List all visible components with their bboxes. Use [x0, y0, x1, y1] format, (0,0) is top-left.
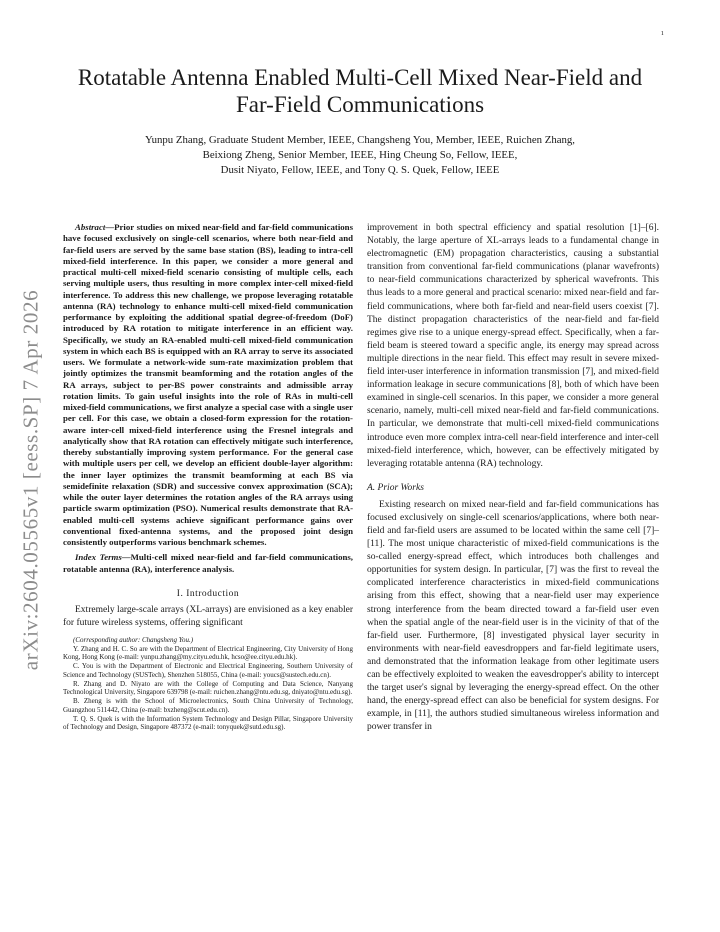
arxiv-watermark [20, 260, 42, 700]
arxiv-id-text: arXiv:2604.05565v1 [eess.SP] 7 Apr 2026 [18, 289, 43, 671]
right-column [367, 222, 659, 734]
footnote-affiliation: Y. Zhang and H. C. So are with the Department of Electrical Engineering, City University of Hong Kong, Hong Kong (e-mail: yunpu.zhang@my.cityu.edu.hk, hcso@ee.cityu.edu.hk). [63, 644, 353, 662]
abstract-lead: Abstract [75, 222, 106, 232]
abstract-text: —Prior studies on mixed near-field and far-field communications have focused exclusively on single-cell scenarios, where both near-field and far-field users are served by the same base station (BS), leading to intra-cell mixed-field interference. In this paper, we consider a more general and practical multi-cell mixed-field scenario consisting of multiple cells, each serving multiple users, thus resulting in more complex inter-cell mixed-field interference. To address this new challenge, we propose leveraging rotatable antenna (RA) technology to enhance multi-cell mixed-field communication performance by exploiting the additional spatial degree-of-freedom (DoF) introduced by RA rotation to mitigate interference in an efficient way. Specifically, we study an RA-enabled multi-cell mixed-field communication system in which each BS is equipped with an RA array to serve its associated users. We formulate a network-wide sum-rate maximization problem that jointly optimizes the transmit beamforming and the rotation angles of the RA arrays, subject to per-BS power constraints and admissible array rotation limits. To gain useful insights into the role of RAs in multi-cell mixed-field communications, we first analyze a special case with a single user per cell. For this case, we obtain a closed-form expression for the rotation-aware inter-cell mixed-field interference using the Fresnel integrals and analytically show that RA rotation can effectively mitigate such interference, thereby substantially improving system performance. For the general case with multiple users per cell, we develop an efficient double-layer algorithm: the inner layer optimizes the transmit beamforming at each BS via semidefinite relaxation (SDR) and successive convex approximation (SCA); while the outer layer determines the rotation angles of the RA arrays using particle swarm optimization (PSO). Numerical results demonstrate that RA-enabled multi-cell systems achieve significant performance gains over conventional fixed-antenna systems, and the proposed joint design consistently outperforms various benchmark schemes. [63, 222, 353, 547]
index-terms-lead: Index Terms [75, 552, 122, 563]
footnote-corresponding-author: (Corresponding author: Changsheng You.) [73, 635, 194, 644]
index-terms [63, 552, 353, 575]
paper-title: Rotatable Antenna Enabled Multi-Cell Mixed Near-Field and Far-Field Communications [77, 65, 643, 117]
page-number: 1 [660, 30, 664, 37]
footnote-affiliation: T. Q. S. Quek is with the Information System Technology and Design Pillar, Singapore University of Technology and Design, Singapore 487372 (e-mail: tonyquek@sutd.edu.sg). [63, 714, 353, 732]
introduction-heading: I. Introduction [176, 588, 240, 599]
author-line-2: Beixiong Zheng, Senior Member, IEEE, Hing Cheung So, Fellow, IEEE, [202, 149, 518, 161]
footnotes [63, 636, 353, 732]
footnote-affiliation: B. Zheng is with the School of Microelectronics, South China University of Technology, Guangzhou 511442, China (e-mail: bxzheng@scut.edu.cn). [63, 697, 353, 714]
index-terms-text: —Multi-cell mixed near-field and far-field communications, rotatable antenna (RA), interference analysis. [63, 552, 353, 574]
prior-works-heading: A. Prior Works [367, 482, 424, 493]
author-line-3: Dusit Niyato, Fellow, IEEE, and Tony Q. S. Quek, Fellow, IEEE [220, 164, 500, 176]
left-column [63, 222, 353, 732]
introduction-paragraph-continued: improvement in both spectral efficiency and spatial resolution [1]–[6]. Notably, the large aperture of XL-arrays leads to a fundamental change in electromagnetic (EM) propagation characteristics, causing a substantial transition from conventional far-field communications (planar wavefronts) to near-field communications characterized by spherical wavefronts. This thus leads to a more general and practical scenario: mixed near-field and far-field communications, where both far-field and near-field users coexist [7]. The distinct propagation characteristics of the near-field and far-field regimes give rise to a unique energy-spread effect. Specifically, when a far-field beam is steered toward a specific angle, its energy may spread across multiple directions in the near field. This effect may result in severe mixed-field inter-user interference in information transmission [7], and mixed-field information leakage in secure communications [8], both of which have been examined in single-cell scenarios. In this paper, we consider a more general scenario, namely, multi-cell mixed near-field and far-field communications. In particular, we demonstrate that multi-cell mixed-field communications introduce even more complex intra-cell near-field interference and inter-cell mixed-field interference, which, however, can be effectively mitigated by leveraging rotatable antenna (RA) technology. [367, 223, 659, 469]
footnote-affiliation: R. Zhang and D. Niyato are with the College of Computing and Data Science, Nanyang Technological University, Singapore 639798 (e-mail: ruichen.zhang@ntu.edu.sg, dniyato@ntu.edu.sg). [63, 679, 353, 697]
introduction-paragraph-start: Extremely large-scale arrays (XL-arrays) are envisioned as a key enabler for future wireless systems, offering significant [63, 604, 353, 628]
footnote-affiliation: C. You is with the Department of Electronic and Electrical Engineering, Southern University of Science and Technology (SUSTech), Shenzhen 518055, China (e-mail: youcs@sustech.edu.cn). [63, 662, 353, 679]
author-line-1: Yunpu Zhang, Graduate Student Member, IEEE, Changsheng You, Member, IEEE, Ruichen Zhang, [144, 134, 576, 146]
abstract [63, 222, 353, 548]
prior-works-paragraph: Existing research on mixed near-field and far-field communications has focused exclusively on single-cell scenarios/applications, where both near-field and far-field users are assumed to be located within the same cell [7]–[11]. The most unique characteristic of mixed-field communications is the so-called energy-spread effect, which introduces both challenges and opportunities for system design. In particular, [7] was the first to reveal the complicated interference characteristics in mixed-field communications arising from this effect, showing that a near-field user may experience strong interference from the beam directed toward a far-field user even when the spatial angle of the near-field user is in the vicinity of that of the far-field user. Furthermore, [8] investigated physical layer security in environments with near-field eavesdroppers and far-field legitimate users, and demonstrated that the information leakage from other legitimate users can be effectively exploited to weaken the eavesdropper's ability to intercept the target user's signal by leveraging the energy-spread effect. On the other hand, the energy-spread effect can also be beneficial for system designs. For example, in [11], the authors studied simultaneous wireless information and power transfer in [367, 499, 659, 733]
author-list [60, 133, 660, 178]
